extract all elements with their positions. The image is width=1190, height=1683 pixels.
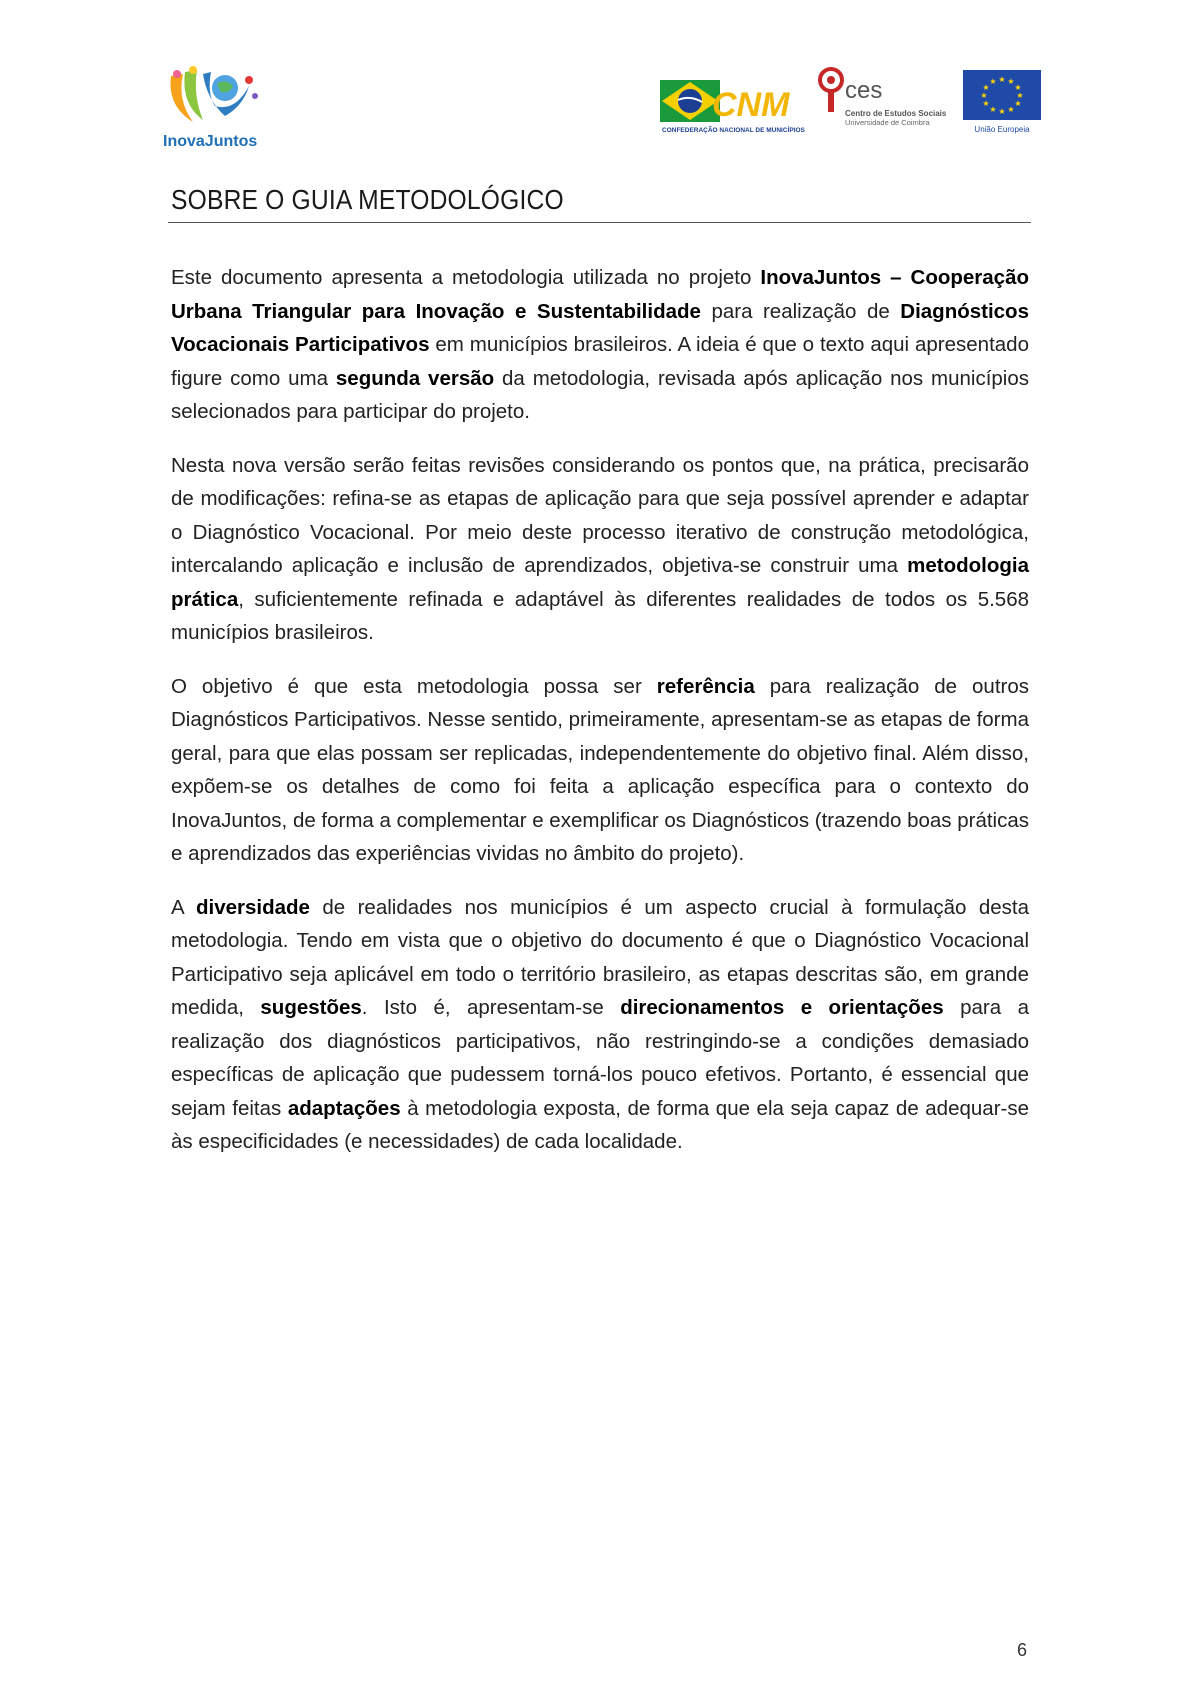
page-number: 6: [1017, 1640, 1028, 1660]
svg-text:★: ★: [1016, 91, 1024, 100]
svg-text:Universidade de Coimbra: Universidade de Coimbra: [845, 118, 930, 127]
section-heading: SOBRE O GUIA METODOLÓGICO: [171, 184, 564, 215]
heading-divider: [168, 222, 1031, 223]
paragraph-2: Nesta nova versão serão feitas revisões considerando os pontos que, na prática, precisarão de modificações: refina-se as etapas de aplicação para que seja possível aprender e adaptar o Diagnóstico Vocacional. Por meio deste processo iterativo de construção metodológica, intercalando aplicação e inclusão de aprendizados, objetiva-se construir uma metodologia prática, suficientemente refinada e adaptável às diferentes realidades de todos os 5.568 municípios brasileiros.: [171, 453, 1029, 644]
svg-text:★: ★: [998, 75, 1006, 84]
svg-text:★: ★: [982, 83, 990, 92]
svg-text:★: ★: [1007, 77, 1015, 86]
svg-text:União Europeia: União Europeia: [974, 125, 1030, 134]
svg-text:★: ★: [998, 107, 1006, 116]
svg-text:CONFEDERAÇÃO NACIONAL DE MUNIC: CONFEDERAÇÃO NACIONAL DE MUNICÍPIOS: [662, 127, 805, 134]
inovajuntos-logo: [163, 66, 273, 152]
svg-text:★: ★: [1014, 99, 1022, 108]
paragraph-1: Este documento apresenta a metodologia utilizada no projeto InovaJuntos – Cooperação Urbana Triangular para Inovação e Sustentabilidade para realização de Diagnósticos Vocacionais Participativos em municípios brasileiros. A ideia é que o texto aqui apresentado figure como uma segunda versão da metodologia, revisada após aplicação nos municípios selecionados para participar do projeto.: [171, 266, 1029, 423]
svg-text:★: ★: [989, 105, 997, 114]
paragraph-4: A diversidade de realidades nos municípios é um aspecto crucial à formulação desta metodologia. Tendo em vista que o objetivo do documento é que o Diagnóstico Vocacional Participativo seja aplicável em todo o território brasileiro, as etapas descritas são, em grande medida, sugestões. Isto é, apresentam-se direcionamentos e orientações para a realização dos diagnósticos participativos, não restringindo-se a condições demasiado específicas de aplicação que pudessem torná-los pouco efetivos. Portanto, é essencial que sejam feitas adaptações à metodologia exposta, de forma que ela seja capaz de adequar-se às especificidades (e necessidades) de cada localidade.: [171, 895, 1029, 1153]
paragraph-3: O objetivo é que esta metodologia possa ser referência para realização de outros Diagnósticos Participativos. Nesse sentido, primeiramente, apresentam-se as etapas de forma geral, para que elas possam ser replicadas, independentemente do objetivo final. Além disso, expõem-se os detalhes de como foi feita a aplicação específica para o contexto do InovaJuntos, de forma a complementar e exemplificar os Diagnósticos (trazendo boas práticas e aprendizados das experiências vividas no âmbito do projeto).: [171, 674, 1030, 865]
document-body: [171, 261, 1029, 1179]
svg-text:★: ★: [1007, 105, 1015, 114]
ces-logo: [815, 66, 947, 136]
eu-flag-logo: [963, 70, 1041, 136]
svg-text:Centro de Estudos Sociais: Centro de Estudos Sociais: [845, 109, 947, 118]
svg-text:★: ★: [982, 99, 990, 108]
svg-text:InovaJuntos: InovaJuntos: [163, 133, 258, 150]
svg-text:★: ★: [980, 91, 988, 100]
svg-text:★: ★: [989, 77, 997, 86]
svg-text:ces: ces: [845, 77, 883, 104]
svg-text:CNM: CNM: [712, 86, 790, 124]
cnm-logo: [660, 76, 805, 136]
svg-text:★: ★: [1014, 83, 1022, 92]
